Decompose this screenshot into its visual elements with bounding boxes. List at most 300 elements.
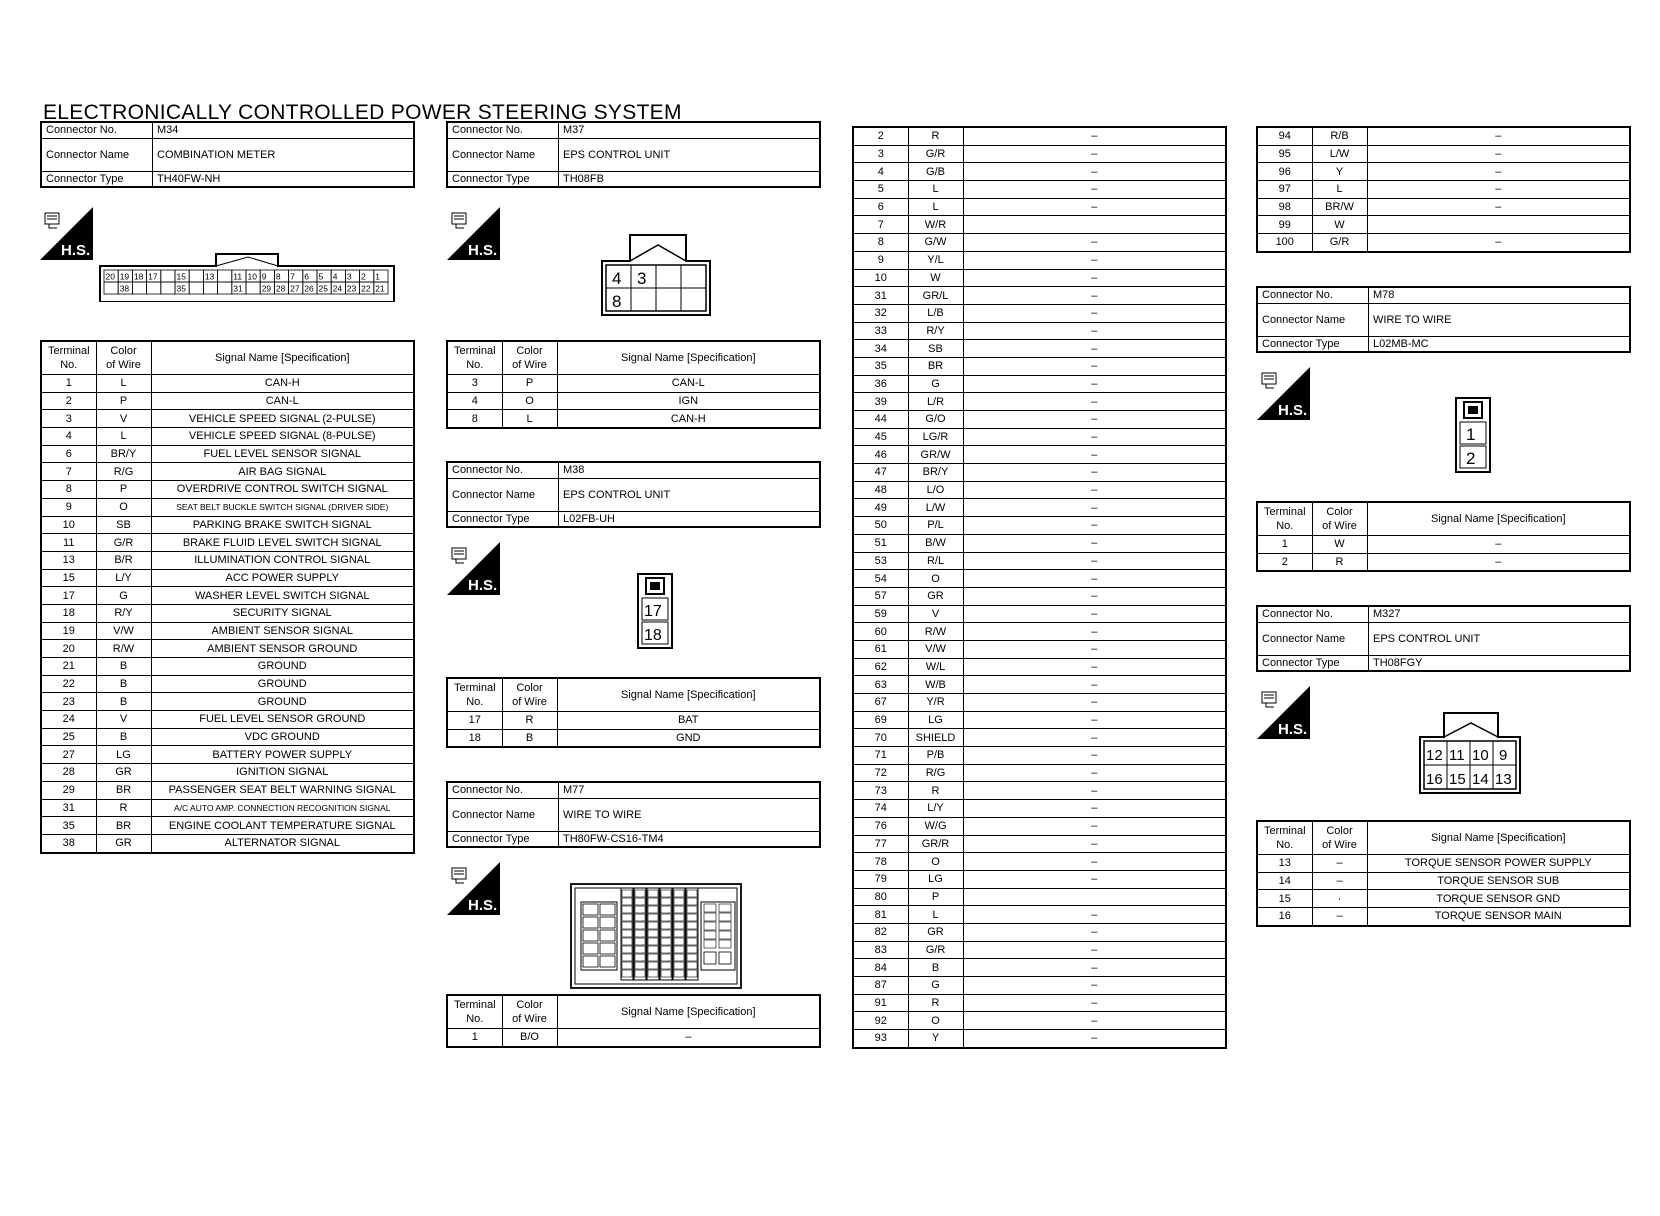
table-row (1257, 872, 1630, 890)
terminal-cell: 48 (853, 481, 908, 499)
color-cell: B (96, 658, 151, 676)
color-cell: W/R (908, 216, 963, 234)
label-connector-type: Connector Type (447, 511, 559, 527)
table-row (853, 163, 1226, 181)
color-cell: LG (908, 711, 963, 729)
svg-text:H.S.: H.S. (468, 897, 498, 914)
connector-no-value: M37 (559, 122, 821, 138)
connector-type-value: TH08FGY (1369, 655, 1631, 671)
color-cell: LG/R (908, 428, 963, 446)
table-row (41, 640, 414, 658)
terminal-cell: 77 (853, 835, 908, 853)
table-row (853, 711, 1226, 729)
color-cell: GR (908, 587, 963, 605)
table-row (853, 587, 1226, 605)
terminal-cell: 47 (853, 464, 908, 482)
signal-cell: CAN-H (151, 375, 414, 393)
table-row (853, 906, 1226, 924)
pin-label: 7 (290, 271, 295, 282)
pin-label: 15 (1449, 771, 1466, 788)
color-cell: W (1312, 536, 1367, 554)
label-connector-type: Connector Type (447, 831, 559, 847)
color-cell: L (96, 428, 151, 446)
table-row (41, 569, 414, 587)
color-cell: · (1312, 890, 1367, 908)
header-color: Color of Wire (502, 678, 557, 712)
terminal-cell: 93 (853, 1030, 908, 1048)
connector-name-value: WIRE TO WIRE (1369, 303, 1631, 336)
terminal-cell: 1 (41, 375, 96, 393)
signal-cell: BRAKE FLUID LEVEL SWITCH SIGNAL (151, 534, 414, 552)
pin-cell (218, 282, 232, 294)
color-cell: L/O (908, 481, 963, 499)
table-row (447, 410, 820, 428)
signal-cell: FUEL LEVEL SENSOR SIGNAL (151, 445, 414, 463)
table-row (853, 287, 1226, 305)
signal-cell: – (963, 552, 1226, 570)
color-cell: V (96, 711, 151, 729)
signal-cell: CAN-L (151, 392, 414, 410)
terminal-cell: 76 (853, 817, 908, 835)
table-row (853, 357, 1226, 375)
table-row (447, 729, 820, 747)
pin-cell (161, 270, 175, 282)
label-connector-name: Connector Name (447, 138, 559, 171)
harness-side-icon (447, 207, 500, 260)
terminal-cell: 4 (447, 392, 502, 410)
header-signal: Signal Name [Specification] (557, 995, 820, 1029)
label-connector-name: Connector Name (447, 478, 559, 511)
pin-label: 31 (233, 283, 243, 294)
color-cell: GR (908, 923, 963, 941)
header-signal: Signal Name [Specification] (151, 341, 414, 375)
color-cell: GR/L (908, 287, 963, 305)
signal-cell: IGNITION SIGNAL (151, 764, 414, 782)
terminal-cell: 63 (853, 676, 908, 694)
signal-cell: – (963, 870, 1226, 888)
terminal-cell: 80 (853, 888, 908, 906)
table-row (1257, 198, 1630, 216)
terminal-cell: 69 (853, 711, 908, 729)
pin-label: 1 (375, 271, 381, 282)
connector-m77-face (569, 878, 744, 995)
terminal-cell: 62 (853, 658, 908, 676)
terminal-cell: 3 (41, 410, 96, 428)
signal-cell: AMBIENT SENSOR SIGNAL (151, 622, 414, 640)
table-row (41, 392, 414, 410)
color-cell: B (96, 693, 151, 711)
color-cell: SB (96, 516, 151, 534)
signal-cell: – (963, 534, 1226, 552)
color-cell: Y (1312, 163, 1367, 181)
label-connector-no: Connector No. (447, 122, 559, 138)
harness-side-icon (40, 207, 93, 260)
table-row (41, 746, 414, 764)
terminal-cell: 15 (1257, 890, 1312, 908)
table-row (853, 747, 1226, 765)
signal-cell: – (1367, 163, 1630, 181)
color-cell: G/R (1312, 234, 1367, 252)
header-signal: Signal Name [Specification] (1367, 821, 1630, 855)
table-row (853, 340, 1226, 358)
pin-label: 29 (261, 283, 272, 294)
table-row (853, 835, 1226, 853)
table-row (41, 445, 414, 463)
label-connector-name: Connector Name (41, 138, 153, 171)
pin-label: 17 (644, 603, 662, 620)
terminal-cell: 60 (853, 623, 908, 641)
color-cell: GR (96, 764, 151, 782)
connector-type-value: L02FB-UH (559, 511, 821, 527)
terminal-table-m77-continued (852, 126, 1227, 1049)
signal-cell: – (1367, 145, 1630, 163)
color-cell: GR/R (908, 835, 963, 853)
color-cell: O (908, 1012, 963, 1030)
terminal-cell: 17 (447, 712, 502, 730)
signal-cell: – (963, 676, 1226, 694)
table-row (1257, 216, 1630, 234)
table-row (853, 853, 1226, 871)
signal-cell: – (963, 322, 1226, 340)
table-row (853, 817, 1226, 835)
table-row (853, 800, 1226, 818)
table-row (41, 834, 414, 852)
signal-cell: CAN-H (557, 410, 820, 428)
terminal-cell: 94 (1257, 127, 1312, 145)
terminal-cell: 92 (853, 1012, 908, 1030)
pin-label: 4 (332, 271, 338, 282)
color-cell: – (1312, 908, 1367, 926)
harness-side-icon (1257, 367, 1310, 420)
table-row (1257, 908, 1630, 926)
signal-cell: BATTERY POWER SUPPLY (151, 746, 414, 764)
header-color: Color of Wire (502, 341, 557, 375)
signal-cell: VDC GROUND (151, 728, 414, 746)
table-row (853, 127, 1226, 145)
terminal-cell: 10 (853, 269, 908, 287)
color-cell: BR (96, 817, 151, 835)
table-row (853, 1012, 1226, 1030)
header-terminal: Terminal No. (41, 341, 96, 375)
header-signal: Signal Name [Specification] (557, 678, 820, 712)
terminal-cell: 22 (41, 675, 96, 693)
table-row (41, 481, 414, 499)
pin-cell (189, 282, 203, 294)
signal-cell (963, 888, 1226, 906)
label-connector-no: Connector No. (447, 462, 559, 478)
table-row (853, 640, 1226, 658)
color-cell: P/L (908, 517, 963, 535)
terminal-cell: 23 (41, 693, 96, 711)
color-cell: L (502, 410, 557, 428)
pin-label: 26 (304, 283, 314, 294)
table-row (853, 517, 1226, 535)
color-cell: Y/L (908, 251, 963, 269)
pin-label: 8 (612, 292, 622, 311)
pin-label: 10 (247, 271, 257, 282)
color-cell: P (502, 375, 557, 393)
signal-cell: – (963, 782, 1226, 800)
terminal-cell: 91 (853, 994, 908, 1012)
pin-label: 35 (176, 283, 186, 294)
terminal-table-m77 (446, 994, 821, 1048)
table-row (1257, 181, 1630, 199)
table-row (41, 622, 414, 640)
color-cell: R/G (908, 764, 963, 782)
table-row (1257, 234, 1630, 252)
table-row (853, 393, 1226, 411)
terminal-cell: 59 (853, 605, 908, 623)
signal-cell: ILLUMINATION CONTROL SIGNAL (151, 551, 414, 569)
table-row (853, 251, 1226, 269)
table-row (41, 604, 414, 622)
terminal-cell: 4 (853, 163, 908, 181)
color-cell: O (908, 853, 963, 871)
connector-no-value: M34 (153, 122, 415, 138)
header-color: Color of Wire (1312, 821, 1367, 855)
terminal-cell: 100 (1257, 234, 1312, 252)
signal-cell: – (963, 181, 1226, 199)
connector-m37-face (600, 233, 715, 323)
signal-cell: – (963, 640, 1226, 658)
signal-cell: CAN-L (557, 375, 820, 393)
color-cell: Y (908, 1030, 963, 1048)
signal-cell: – (1367, 553, 1630, 571)
signal-cell: GROUND (151, 675, 414, 693)
table-row (41, 658, 414, 676)
terminal-cell: 97 (1257, 181, 1312, 199)
color-cell: P (96, 481, 151, 499)
color-cell: L (908, 181, 963, 199)
table-row (41, 817, 414, 835)
signal-cell: – (963, 853, 1226, 871)
color-cell: V (96, 410, 151, 428)
terminal-cell: 1 (1257, 536, 1312, 554)
terminal-cell: 4 (41, 428, 96, 446)
color-cell: B/O (502, 1029, 557, 1047)
pin-label: 5 (318, 271, 324, 282)
pin-cell (132, 282, 146, 294)
pin-label: 28 (275, 283, 286, 294)
color-cell: SHIELD (908, 729, 963, 747)
signal-cell: – (963, 711, 1226, 729)
color-cell: R (96, 799, 151, 817)
terminal-cell: 82 (853, 923, 908, 941)
color-cell: BR/Y (908, 464, 963, 482)
color-cell: L (1312, 181, 1367, 199)
terminal-cell: 35 (853, 357, 908, 375)
color-cell: B (908, 959, 963, 977)
signal-cell: A/C AUTO AMP. CONNECTION RECOGNITION SIGNAL (151, 799, 414, 817)
table-row (853, 959, 1226, 977)
color-cell: L (96, 375, 151, 393)
connector-name-value: WIRE TO WIRE (559, 798, 821, 831)
connector-type-value: TH80FW-CS16-TM4 (559, 831, 821, 847)
color-cell: R (502, 712, 557, 730)
color-cell: G/R (908, 941, 963, 959)
connector-type-value: TH08FB (559, 171, 821, 187)
color-cell: W/L (908, 658, 963, 676)
table-row (853, 605, 1226, 623)
pin-label: 27 (290, 283, 300, 294)
terminal-cell: 2 (1257, 553, 1312, 571)
terminal-cell: 20 (41, 640, 96, 658)
table-row (41, 516, 414, 534)
connector-m37-info (446, 121, 821, 188)
table-row (853, 411, 1226, 429)
terminal-cell: 9 (41, 498, 96, 516)
color-cell: R (908, 127, 963, 145)
color-cell: L/Y (908, 800, 963, 818)
pin-cell (189, 270, 203, 282)
label-connector-no: Connector No. (41, 122, 153, 138)
table-row (1257, 890, 1630, 908)
signal-cell: – (963, 357, 1226, 375)
signal-cell: VEHICLE SPEED SIGNAL (2-PULSE) (151, 410, 414, 428)
color-cell: P (96, 392, 151, 410)
terminal-cell: 78 (853, 853, 908, 871)
color-cell: Y/R (908, 694, 963, 712)
signal-cell: – (963, 1030, 1226, 1048)
table-row (853, 552, 1226, 570)
table-row (41, 428, 414, 446)
terminal-cell: 49 (853, 499, 908, 517)
color-cell: O (502, 392, 557, 410)
terminal-cell: 87 (853, 977, 908, 995)
signal-cell: – (963, 570, 1226, 588)
signal-cell: – (963, 658, 1226, 676)
terminal-cell: 8 (41, 481, 96, 499)
color-cell: G/R (908, 145, 963, 163)
signal-cell: VEHICLE SPEED SIGNAL (8-PULSE) (151, 428, 414, 446)
table-row (853, 464, 1226, 482)
terminal-cell: 33 (853, 322, 908, 340)
terminal-cell: 81 (853, 906, 908, 924)
color-cell: R (908, 994, 963, 1012)
signal-cell: ALTERNATOR SIGNAL (151, 834, 414, 852)
terminal-cell: 83 (853, 941, 908, 959)
color-cell: BR/Y (96, 445, 151, 463)
terminal-cell: 44 (853, 411, 908, 429)
pin-label: 3 (346, 271, 352, 282)
terminal-cell: 71 (853, 747, 908, 765)
pin-label: 13 (1495, 771, 1512, 788)
table-row (853, 534, 1226, 552)
terminal-cell: 45 (853, 428, 908, 446)
color-cell: BR (96, 781, 151, 799)
terminal-cell: 8 (447, 410, 502, 428)
signal-cell: SEAT BELT BUCKLE SWITCH SIGNAL (DRIVER SIDE) (151, 498, 414, 516)
terminal-cell: 3 (447, 375, 502, 393)
terminal-cell: 24 (41, 711, 96, 729)
terminal-cell: 54 (853, 570, 908, 588)
signal-cell: – (963, 411, 1226, 429)
color-cell: BR (908, 357, 963, 375)
pin-label: 14 (1472, 771, 1489, 788)
table-row (41, 551, 414, 569)
terminal-cell: 50 (853, 517, 908, 535)
table-row (853, 994, 1226, 1012)
table-row (41, 781, 414, 799)
signal-cell (963, 216, 1226, 234)
color-cell: R/Y (908, 322, 963, 340)
table-row (853, 481, 1226, 499)
pin-label: 8 (275, 271, 281, 282)
connector-name-value: EPS CONTROL UNIT (559, 138, 821, 171)
label-connector-no: Connector No. (1257, 287, 1369, 303)
hs-label: H.S. (61, 242, 91, 259)
terminal-cell: 53 (853, 552, 908, 570)
table-row (1257, 163, 1630, 181)
terminal-cell: 39 (853, 393, 908, 411)
table-row (853, 570, 1226, 588)
terminal-cell: 21 (41, 658, 96, 676)
terminal-table-m327 (1256, 820, 1631, 927)
signal-cell: FUEL LEVEL SENSOR GROUND (151, 711, 414, 729)
terminal-cell: 18 (41, 604, 96, 622)
pin-label: 9 (1499, 747, 1508, 764)
header-signal: Signal Name [Specification] (557, 341, 820, 375)
signal-cell: GROUND (151, 658, 414, 676)
pin-label: 23 (346, 283, 357, 294)
page-title: ELECTRONICALLY CONTROLLED POWER STEERING SYSTEM (43, 101, 682, 124)
signal-cell: WASHER LEVEL SWITCH SIGNAL (151, 587, 414, 605)
color-cell: W (908, 269, 963, 287)
signal-cell: – (963, 481, 1226, 499)
terminal-cell: 13 (1257, 855, 1312, 873)
pin-cell (246, 282, 260, 294)
signal-cell: AIR BAG SIGNAL (151, 463, 414, 481)
table-row (853, 764, 1226, 782)
pin-label: 20 (105, 271, 115, 282)
terminal-cell: 57 (853, 587, 908, 605)
signal-cell: TORQUE SENSOR GND (1367, 890, 1630, 908)
pin-cell (147, 282, 161, 294)
color-cell: L (908, 198, 963, 216)
pin-cell (104, 282, 118, 294)
table-row (853, 977, 1226, 995)
svg-text:H.S.: H.S. (468, 577, 498, 594)
pin-label: 38 (119, 283, 130, 294)
connector-m77-info (446, 781, 821, 848)
harness-side-icon (1257, 686, 1310, 739)
connector-type-value: L02MB-MC (1369, 336, 1631, 352)
signal-cell: – (963, 464, 1226, 482)
color-cell: L/R (908, 393, 963, 411)
table-row (447, 1029, 820, 1047)
signal-cell: – (963, 835, 1226, 853)
header-terminal: Terminal No. (1257, 502, 1312, 536)
terminal-cell: 3 (853, 145, 908, 163)
table-row (41, 693, 414, 711)
signal-cell: – (963, 287, 1226, 305)
label-connector-no: Connector No. (447, 782, 559, 798)
connector-name-value: COMBINATION METER (153, 138, 415, 171)
table-row (853, 1030, 1226, 1048)
color-cell: W (1312, 216, 1367, 234)
terminal-cell: 19 (41, 622, 96, 640)
color-cell: O (908, 570, 963, 588)
table-row (853, 658, 1226, 676)
terminal-cell: 36 (853, 375, 908, 393)
svg-text:H.S.: H.S. (468, 242, 498, 259)
signal-cell: – (963, 163, 1226, 181)
color-cell: G/O (908, 411, 963, 429)
pin-label: 22 (361, 283, 371, 294)
terminal-cell: 38 (41, 834, 96, 852)
terminal-cell: 35 (41, 817, 96, 835)
table-row (853, 269, 1226, 287)
